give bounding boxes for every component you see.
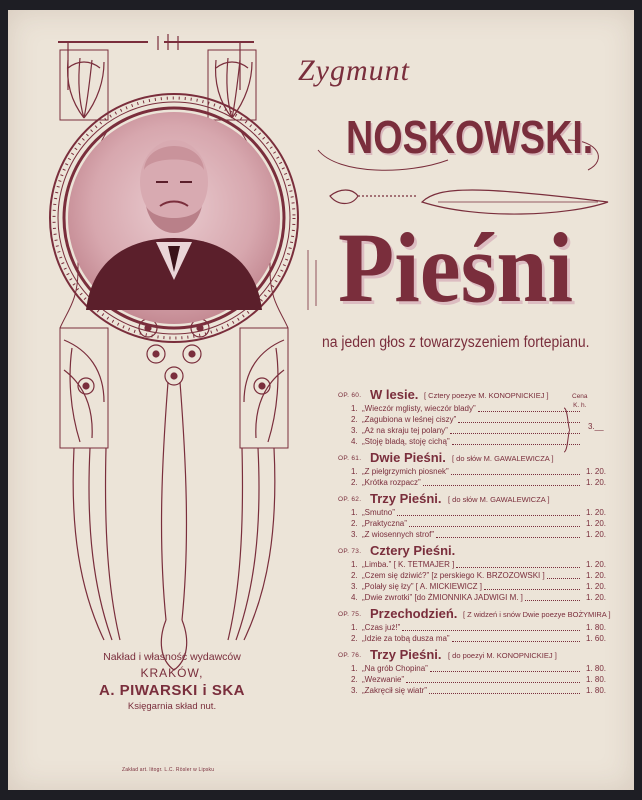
song-title: „Aż na skraju tej polany” [362,426,448,435]
song-number: 3. [351,686,358,695]
song-item [338,592,628,603]
song-number: 2. [351,571,358,580]
composer-last-name: NOSKOWSKI. [346,111,594,163]
song-number: 1. [351,404,358,413]
song-title: „Wezwanie” [362,675,405,684]
opus-note: [ do słów M. GAWALEWICZA ] [452,454,554,463]
song-item [338,518,628,529]
song-title: „Wieczór mglisty, wieczór blady” [362,404,476,413]
composer-first-name: Zygmunt [298,54,410,87]
song-item [338,403,628,414]
song-item [338,674,628,685]
publisher-name: A. PIWARSKI i SKA [98,682,245,699]
song-number: 2. [351,415,358,424]
song-title: „Stoję bladą, stoję cichą” [362,437,450,446]
song-price: 1. 20. [585,467,606,476]
dot-leader [452,444,580,445]
song-item [338,633,628,644]
opus-title: W lesie. [370,387,419,402]
song-price: 1. 20. [585,508,606,517]
opus-number: OP. 60. [338,392,362,399]
song-item [338,507,628,518]
song-price: 1. 20. [585,582,606,591]
dot-leader [409,526,580,527]
dot-leader [402,630,580,631]
dot-leader [525,600,580,601]
opus-number: OP. 75. [338,611,362,618]
opus-title: Dwie Pieśni. [370,450,446,465]
song-number: 4. [351,593,358,602]
dot-leader [429,693,580,694]
song-number: 4. [351,437,358,446]
opus-number: OP. 76. [338,652,362,659]
song-item [338,622,628,633]
dot-leader [451,474,580,475]
song-number: 3. [351,582,358,591]
song-title: „Czem się dziwić?” [z perskiego K. BRZOZOWSKI ] [362,571,545,580]
song-price: 1. 20. [585,519,606,528]
song-title: „Krótka rozpacz” [362,478,421,487]
song-number: 1. [351,623,358,632]
dot-leader [484,589,580,590]
song-price: 1. 80. [585,675,606,684]
song-number: 3. [351,530,358,539]
song-item [338,559,628,570]
song-title: „Smutno” [362,508,395,517]
song-title: „Z pielgrzymich piosnek” [362,467,449,476]
opus-title: Trzy Pieśni. [370,491,442,506]
song-price: 1. 80. [585,664,606,673]
opus-title: Trzy Pieśni. [370,647,442,662]
dot-leader [452,641,580,642]
opus-title: Cztery Pieśni. [370,543,456,558]
opus-heading [338,388,628,403]
opus-number: OP. 61. [338,455,362,462]
publisher-block [72,650,272,714]
song-item [338,477,628,488]
price-header-units: K. h. [573,402,587,409]
work-subtitle: na jeden głos z towarzyszeniem fortepianu. [322,334,590,351]
song-number: 1. [351,508,358,517]
song-title: „Polały się łzy” [ A. MICKIEWICZ ] [362,582,483,591]
publisher-shop: Księgarnia skład nut. [127,701,217,712]
printer-note: Zakład art. litogr. L.C. Rösler w Lipsku [122,767,215,773]
song-item [338,663,628,674]
dot-leader [547,578,580,579]
song-number: 2. [351,478,358,487]
opus-heading [338,544,628,559]
song-price: 1. 20. [585,560,606,569]
song-item [338,581,628,592]
song-item [338,425,628,436]
song-number: 1. [351,467,358,476]
song-price: 1. 80. [585,686,606,695]
song-title: „Z wiosennych strof” [362,530,435,539]
opus-heading [338,451,628,466]
opus-heading [338,648,628,663]
song-price: 1. 20. [585,593,606,602]
dot-leader [458,422,580,423]
song-number: 2. [351,675,358,684]
opus-title: Przechodzień. [370,606,458,621]
opus-note: [ Cztery poezye M. KONOPNICKIEJ ] [424,391,549,400]
price-header-label: Cena [572,393,588,400]
opus-heading [338,607,628,622]
opus-note: [ Z widzeń i snów Dwie poezye BOŻYMIRA ] [463,610,611,619]
song-title: „Zagubiona w leśnej ciszy” [362,415,457,424]
song-item [338,414,628,425]
song-item [338,466,628,477]
song-title: „Zakręcił się wiatr” [362,686,427,695]
sheet-music-cover [8,10,634,790]
dot-leader [450,433,580,434]
song-title: „Na grób Chopina” [362,664,428,673]
song-number: 1. [351,560,358,569]
publisher-city: KRAKÓW, [140,666,204,680]
song-title: „Limba.” [ K. TETMAJER ] [362,560,455,569]
song-price: 1. 60. [585,634,606,643]
dot-leader [423,485,580,486]
song-price: 1. 80. [585,623,606,632]
group-price-op60: 3.__ [588,422,604,431]
song-price: 1. 20. [585,530,606,539]
song-number: 2. [351,519,358,528]
song-title: „Praktyczna” [362,519,407,528]
work-title: Pieśni [338,212,574,323]
dot-leader [436,537,580,538]
song-item [338,685,628,696]
opus-number: OP. 73. [338,548,362,555]
opus-heading [338,492,628,507]
song-title: „Czas już!” [362,623,401,632]
publisher-line: Nakład i własność wydawców [103,651,241,663]
song-item [338,570,628,581]
song-title: „Dwie zwrotki” [do ŻMIONNIKA JADWIGI M. ] [362,593,523,602]
opus-number: OP. 62. [338,496,362,503]
song-catalog [338,388,628,700]
song-item [338,529,628,540]
song-title: „Idzie za tobą dusza ma” [362,634,450,643]
opus-note: [ do poezyi M. KONOPNICKIEJ ] [448,651,557,660]
song-number: 2. [351,634,358,643]
song-price: 1. 20. [585,478,606,487]
dot-leader [406,682,580,683]
song-number: 3. [351,426,358,435]
dot-leader [397,515,580,516]
dot-leader [430,671,580,672]
song-item [338,436,628,447]
dot-leader [456,567,580,568]
dot-leader [478,411,580,412]
song-price: 1. 20. [585,571,606,580]
song-number: 1. [351,664,358,673]
opus-note: [ do słów M. GAWALEWICZA ] [448,495,550,504]
